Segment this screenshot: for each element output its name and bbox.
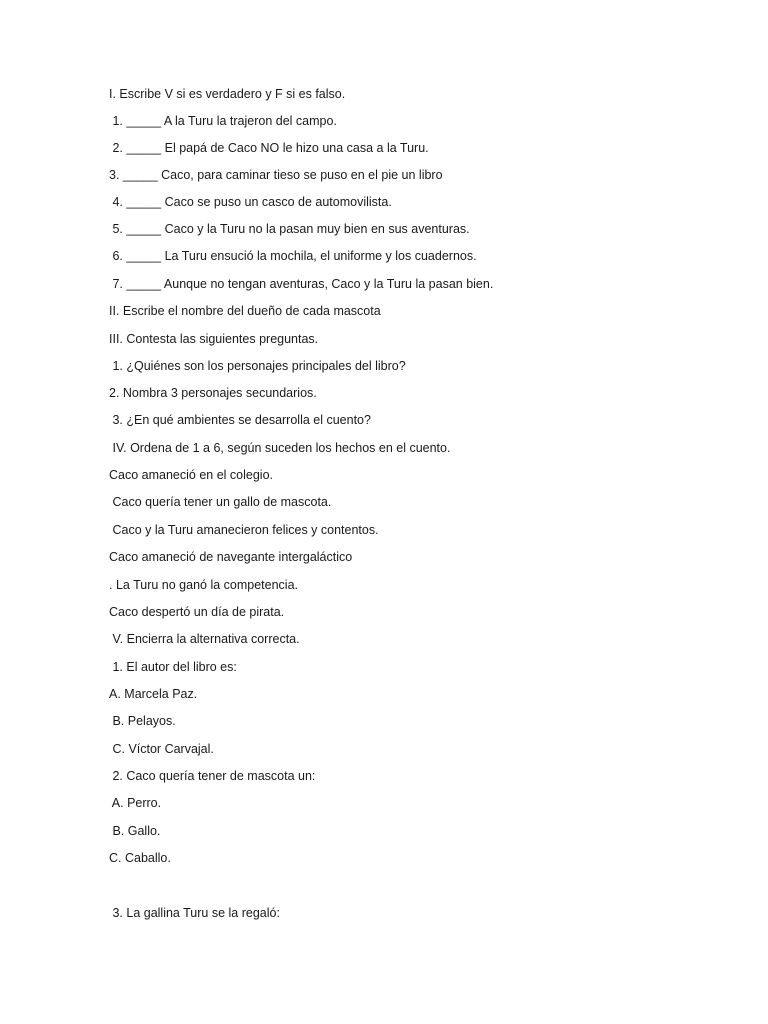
true-false-item-2: 2. _____ El papá de Caco NO le hizo una casa a la Turu. <box>109 141 429 155</box>
choice-option: A. Marcela Paz. <box>109 687 198 701</box>
question-item-2: 2. Nombra 3 personajes secundarios. <box>109 386 317 400</box>
event-item-6: Caco despertó un día de pirata. <box>109 605 285 619</box>
true-false-item-7: 7. _____ Aunque no tengan aventuras, Caco y la Turu la pasan bien. <box>109 277 494 291</box>
event-item-1: Caco amaneció en el colegio. <box>109 468 273 482</box>
choice-option: B. Pelayos. <box>109 714 176 728</box>
choice-option: A. Perro. <box>109 796 162 810</box>
true-false-item-5: 5. _____ Caco y la Turu no la pasan muy bien en sus aventuras. <box>109 222 470 236</box>
true-false-item-4: 4. _____ Caco se puso un casco de automovilista. <box>109 195 392 209</box>
true-false-item-1: 1. _____ A la Turu la trajeron del campo. <box>109 114 337 128</box>
question-item-1: 1. ¿Quiénes son los personajes principales del libro? <box>109 359 406 373</box>
multiple-choice-question-1: 1. El autor del libro es: <box>109 660 237 674</box>
multiple-choice-question-2: 2. Caco quería tener de mascota un: <box>109 769 316 783</box>
section-1-heading: I. Escribe V si es verdadero y F si es falso. <box>109 87 346 101</box>
event-item-2: Caco quería tener un gallo de mascota. <box>109 495 332 509</box>
event-item-5: . La Turu no ganó la competencia. <box>109 578 299 592</box>
choice-option: B. Gallo. <box>109 824 161 838</box>
section-2-heading: II. Escribe el nombre del dueño de cada mascota <box>109 304 381 318</box>
section-3-heading: III. Contesta las siguientes preguntas. <box>109 332 319 346</box>
question-item-3: 3. ¿En qué ambientes se desarrolla el cuento? <box>109 413 371 427</box>
event-item-4: Caco amaneció de navegante intergaláctico <box>109 550 353 564</box>
choice-option: C. Víctor Carvajal. <box>109 742 214 756</box>
choice-option: C. Caballo. <box>109 851 171 865</box>
true-false-item-3: 3. _____ Caco, para caminar tieso se puso en el pie un libro <box>109 168 443 182</box>
multiple-choice-question-3: 3. La gallina Turu se la regaló: <box>109 906 280 920</box>
section-5-heading: V. Encierra la alternativa correcta. <box>109 632 300 646</box>
true-false-item-6: 6. _____ La Turu ensució la mochila, el uniforme y los cuadernos. <box>109 249 477 263</box>
section-4-heading: IV. Ordena de 1 a 6, según suceden los hechos en el cuento. <box>109 441 451 455</box>
event-item-3: Caco y la Turu amanecieron felices y contentos. <box>109 523 379 537</box>
